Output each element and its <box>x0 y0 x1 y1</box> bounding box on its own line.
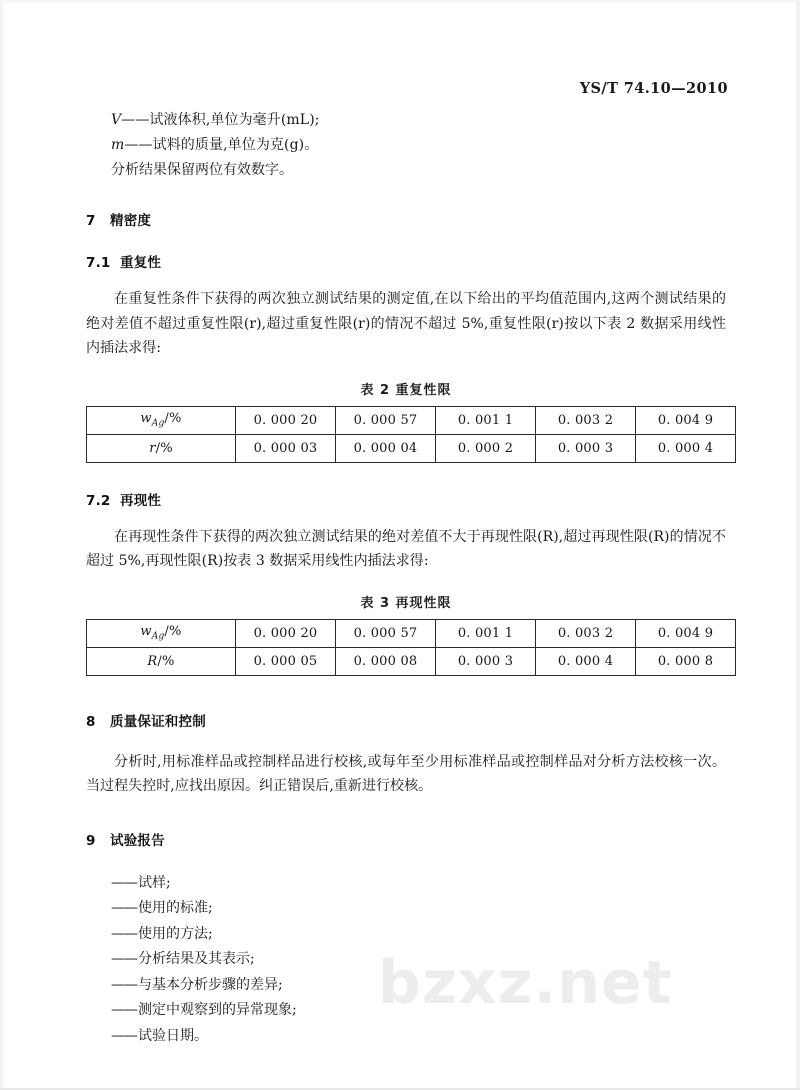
definition-line <box>111 133 726 158</box>
table-2-row1-header: $w_{Ag}/\%$ <box>87 406 236 434</box>
scan-edge-right <box>796 0 800 1090</box>
list-dash: —— <box>111 976 137 993</box>
body-area <box>86 108 726 1049</box>
table-cell: 0. 000 3 <box>436 647 536 675</box>
paragraph-quality-assurance: 分析时,用标准样品或控制样品进行校核,或每年至少用标准样品或控制样品对分析方法校核一次。当过程失控时,应找出原因。纠正错误后,重新进行校核。 <box>86 753 726 794</box>
heading-section-7 <box>86 209 726 229</box>
running-header-standard-code: YS/T 74.10—2010 <box>579 80 728 97</box>
table-cell: 0. 004 9 <box>636 406 736 434</box>
table-cell: 0. 000 08 <box>336 647 436 675</box>
section-9-title: 试验报告 <box>110 832 165 849</box>
table-row <box>87 647 736 675</box>
list-item <box>111 947 726 973</box>
list-item <box>111 896 726 922</box>
table-cell: 0. 000 8 <box>636 647 736 675</box>
test-report-list <box>86 871 726 1050</box>
table-2-repeatability-limit <box>86 406 736 463</box>
list-item <box>111 1024 726 1050</box>
list-item-label: 与基本分析步骤的差异; <box>138 976 283 993</box>
list-item <box>111 998 726 1024</box>
definition-symbol: V <box>111 112 122 128</box>
table-cell: 0. 000 20 <box>236 619 336 647</box>
section-8-number: 8 <box>86 713 96 730</box>
section-7-title: 精密度 <box>110 213 152 229</box>
definition-dash: —— <box>124 137 153 153</box>
section-8-title: 质量保证和控制 <box>110 713 206 730</box>
paragraph-reproducibility: 在再现性条件下获得的两次独立测试结果的绝对差值不大于再现性限(R),超过再现性限(R)的情况不超过 5%,再现性限(R)按表 3 数据采用线性内插法求得: <box>86 528 726 569</box>
section-7-1-number: 7.1 <box>86 255 111 271</box>
table-cell: 0. 001 1 <box>436 619 536 647</box>
heading-section-9 <box>86 829 726 849</box>
table-cell: 0. 000 2 <box>436 434 536 462</box>
table-3-caption: 表 3 再现性限 <box>360 595 452 611</box>
definition-symbol: m <box>111 137 125 153</box>
list-item <box>111 871 726 897</box>
table-row <box>87 434 736 462</box>
table-cell: 0. 000 04 <box>336 434 436 462</box>
definition-text: 试料的质量,单位为克(g)。 <box>152 137 319 153</box>
heading-section-7-1 <box>86 251 726 271</box>
scan-edge-top <box>0 0 800 3</box>
table-3-reproducibility-limit <box>86 619 736 676</box>
list-item <box>111 922 726 948</box>
table-2-row2-header: r/% <box>87 434 236 462</box>
paragraph-repeatability: 在重复性条件下获得的两次独立测试结果的测定值,在以下给出的平均值范围内,这两个测试结果的绝对差值不超过重复性限(r),超过重复性限(r)的情况不超过 5%,重复性限(r)按以下表 2 数据采用线性内插法求得: <box>86 291 726 356</box>
watermark: bzxz.net <box>378 948 673 1018</box>
table-cell: 0. 003 2 <box>536 619 636 647</box>
table-cell: 0. 000 4 <box>636 434 736 462</box>
table-row <box>87 406 736 434</box>
list-item-label: 使用的标准; <box>138 900 213 916</box>
table-cell: 0. 000 57 <box>336 619 436 647</box>
definition-line <box>111 108 726 133</box>
table-cell: 0. 000 3 <box>536 434 636 462</box>
section-7-2-number: 7.2 <box>86 492 111 509</box>
table-cell: 0. 001 1 <box>436 406 536 434</box>
section-9-number: 9 <box>86 832 96 849</box>
list-dash: —— <box>111 900 137 916</box>
list-dash: —— <box>111 1027 137 1044</box>
list-dash: —— <box>111 1002 137 1018</box>
table-cell: 0. 000 4 <box>536 647 636 675</box>
section-7-2-title: 再现性 <box>120 492 162 509</box>
table-row <box>87 619 736 647</box>
section-7-number: 7 <box>86 213 96 229</box>
scan-edge-left <box>0 0 3 1090</box>
rounding-note: 分析结果保留两位有效数字。 <box>111 162 293 178</box>
list-item-label: 试验日期。 <box>138 1027 208 1044</box>
definition-text: 试液体积,单位为毫升(mL); <box>149 112 320 128</box>
table-cell: 0. 000 05 <box>236 647 336 675</box>
list-dash: —— <box>111 951 137 967</box>
list-item-label: 使用的方法; <box>138 925 213 942</box>
heading-section-7-2 <box>86 489 726 509</box>
list-item <box>111 973 726 999</box>
table-cell: 0. 004 9 <box>636 619 736 647</box>
list-item-label: 分析结果及其表示; <box>138 951 255 967</box>
definition-dash: —— <box>121 112 150 128</box>
table-3-row1-header: $w_{Ag}/\%$ <box>87 619 236 647</box>
heading-section-8 <box>86 710 726 730</box>
table-cell: 0. 000 03 <box>236 434 336 462</box>
table-cell: 0. 003 2 <box>536 406 636 434</box>
table-2-caption: 表 2 重复性限 <box>360 382 452 398</box>
table-3-row2-header: R/% <box>87 647 236 675</box>
table-cell: 0. 000 20 <box>236 406 336 434</box>
section-7-1-title: 重复性 <box>120 255 162 271</box>
list-dash: —— <box>111 925 137 942</box>
table-cell: 0. 000 57 <box>336 406 436 434</box>
list-item-label: 试样; <box>138 874 171 891</box>
list-dash: —— <box>111 874 137 891</box>
list-item-label: 测定中观察到的异常现象; <box>138 1002 297 1018</box>
